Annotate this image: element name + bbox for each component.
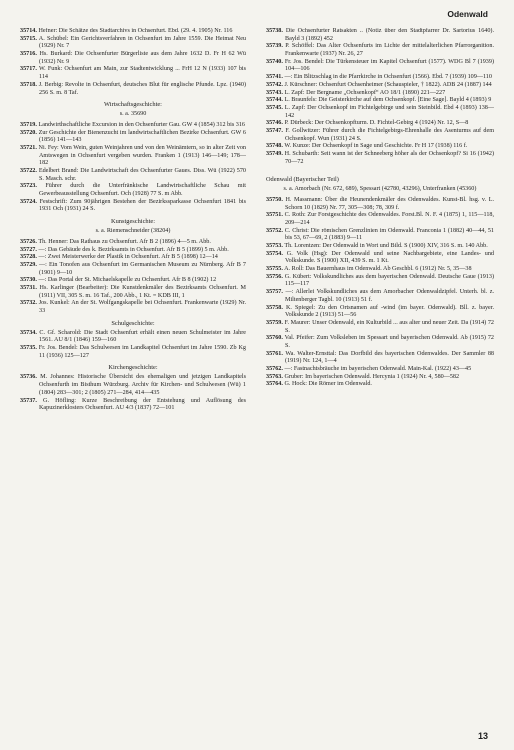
bibliography-entry	[266, 274, 494, 289]
bibliography-entry	[266, 351, 494, 366]
bibliography-entry	[20, 345, 246, 360]
entry-number: 35747.	[266, 127, 283, 134]
entry-text: F. Gollwitzer: Führer durch die Fichtelgebirgs-Ehrenhalle des Asenturms auf dem Ochsenkopf. Wun (1931) 24 S.	[285, 127, 494, 142]
entry-text: —: Zwei Meisterwerke der Plastik in Ochsenfurt. Afr B 5 (1898) 12—14	[38, 254, 218, 261]
region-heading: Odenwald (Bayerischer Teil)	[266, 176, 339, 184]
entry-text: J. Berbig: Revolte in Ochsenfurt, deutsches Blut für englische Pfunde. Lpz. (1940) 256 S. m. 8 Taf.	[38, 81, 246, 96]
bibliography-entry	[20, 145, 246, 168]
entry-number: 35731.	[20, 284, 37, 291]
bibliography-entry	[266, 143, 494, 151]
entry-number: 35716.	[20, 51, 37, 58]
entry-text: L. Zapf: Der Ochsenkopf im Fichtelgebirge und sein Steinbild. Ebd 4 (1893) 138—142	[284, 104, 494, 119]
entry-number: 35741.	[266, 74, 283, 81]
entry-text: C. Christ: Die römischen Grenzlinien im Odenwald. Franconia 1 (1882) 40—44, 51 bis 53, 67—69, 2 (1883) 9—11	[284, 227, 494, 242]
bibliography-entry	[266, 212, 494, 227]
entry-number: 35723.	[20, 183, 37, 190]
section-heading: Kunstgeschichte:	[110, 218, 155, 226]
entry-text: Wa. Walter-Ernsttal: Das Dorfbild des bayerischen Odenwaldes. Der Sammler 88 (1919) Nr. 124, 1—4	[285, 350, 494, 365]
entry-text: —: Allerlei Volkskundliches aus dem Amorbacher Odenwaldzipfel. Unterh. bl. z. Miltenberger Tagbl. 10 (1913) 51 f.	[285, 289, 494, 303]
bibliography-entry	[266, 28, 494, 43]
entry-number: 35745.	[266, 104, 283, 111]
entry-number: 35721.	[20, 144, 37, 151]
section-heading: Schulgeschichte:	[111, 319, 155, 327]
entry-number: 35752.	[266, 227, 283, 234]
entry-text: Val. Pfeifer: Zum Volksleben im Spessart und bayerischen Odenwald. Ab (1915) 72 S.	[284, 335, 494, 349]
bibliography-entry	[266, 197, 494, 212]
see-also-note: s. a. Amorbach (Nr. 672, 689), Spessart (42780, 43296), Unterfranken (45360)	[283, 186, 477, 193]
bibliography-entry	[20, 130, 246, 145]
bibliography-entry	[266, 320, 494, 335]
entry-number: 35730.	[20, 277, 37, 284]
entry-number: 35756.	[266, 273, 283, 280]
entry-text: —: Fastnachtsbräuche im bayerischen Odenwald. Main-Kal. (1922) 43—45	[284, 366, 472, 373]
entry-number: 35729.	[20, 261, 37, 268]
bibliography-entry	[20, 51, 246, 66]
bibliography-entry	[266, 374, 494, 382]
entry-text: —: Ein Blitzschlag in die Pfarrkirche in Ochsenfurt (1566). Ebd. 7 (1939) 109—110	[284, 74, 492, 81]
entry-number: 35742.	[266, 81, 283, 88]
bibliography-entry	[20, 36, 246, 51]
bibliography-entry	[266, 335, 494, 350]
bibliography-entry	[266, 243, 494, 251]
entry-number: 35715.	[20, 35, 37, 42]
entry-number: 35757.	[266, 289, 283, 296]
running-head: Odenwald	[447, 9, 488, 19]
entry-number: 35719.	[20, 121, 37, 128]
entry-text: F. Maurer: Unser Odenwald, ein Kulturbild ... aus alter und neuer Zeit. Da (1914) 72 S.	[284, 319, 494, 334]
bibliography-entry	[266, 97, 494, 105]
entry-text: Hs. Karlinger (Bearbeiter): Die Kunstdenkmäler des Bezirksamts Ochsenfurt. M (1911) VII, 305 S. m. 16 Taf., 200 Abb., 1 Kt. = KDB III, 1	[39, 284, 246, 299]
entry-number: 35749.	[266, 151, 283, 157]
entry-number: 35758.	[266, 304, 283, 311]
entry-text: L. Zapf: Der Bergname „Ochsenkopf“ AO 18/1 (1890) 221—227	[284, 89, 446, 96]
entry-number: 35714.	[20, 28, 37, 34]
entry-text: Hefner: Die Schätze des Stadtarchivs in Ochsenfurt. Ebd. (29. 4. 1905) Nr. 116	[38, 28, 233, 34]
bibliography-entry	[266, 59, 494, 74]
entry-text: Ni. Fey: Vom Wein, guten Weinjahren und von den Weinämtern, so in alter Zeit von Amtswegen in Ochsenfurt vergeben wurden. Franken 1 (1913) 146—149; 178—182	[38, 144, 246, 167]
entry-text: K. Spiegel: Zu den Ortsnamen auf -wind (im bayer. Odenwald). Bll. z. bayer. Volkskunde 2 (1913) 51—56	[285, 304, 494, 319]
page-number: 13	[477, 731, 488, 741]
entry-number: 35754.	[266, 250, 283, 257]
entry-number: 35736.	[20, 374, 37, 381]
bibliography-entry	[20, 168, 246, 183]
see-also-note: s. a. Riemenschneider (38204)	[95, 228, 171, 235]
entry-number: 35727.	[20, 246, 37, 253]
bibliography-entry	[20, 277, 246, 285]
entry-text: G. Kübert: Volkskundliches aus dem bayerischen Odenwald. Deutsche Gaue (1913) 115—117	[284, 273, 494, 288]
entry-text: P. Dürbeck: Der Ochsenkopfturm. D. Fichtel-Gebirg 4 (1924) Nr. 12, S—8	[284, 120, 469, 127]
bibliography-entry	[20, 262, 246, 277]
entry-text: Führer durch die Unterfränkische Landwirtschaftliche Schau mit Gewerbeausstellung Ochsenfurt. Och (1928) 77 S. m Abb.	[39, 183, 246, 198]
left-column	[20, 28, 246, 728]
entry-number: 35726.	[20, 238, 37, 245]
entry-number: 35751.	[266, 212, 283, 219]
entry-text: Landwirthschaftliche Excursion in den Ochsenfurter Gau. GW 4 (1854) 312 bis 316	[38, 121, 246, 128]
entry-text: Die Ochsenfurter Ratsakten .. (Notiz über den Stadtpfarrer Dr. Sartorius 1640). Bayld 3 (1892) 452	[285, 28, 494, 42]
bibliography-entry	[266, 289, 494, 304]
entry-number: 35764.	[266, 381, 283, 388]
bibliography-entry	[20, 66, 246, 81]
entry-number: 35746.	[266, 120, 283, 127]
entry-text: A. Roll: Das Bauernhaus im Odenwald. Ab Geschbl. 6 (1912) Nr. 5, 35—38	[284, 266, 472, 273]
entry-number: 35737.	[20, 397, 37, 404]
bibliography-entry	[266, 228, 494, 243]
bibliography-entry	[266, 82, 494, 90]
entry-number: 35720.	[20, 129, 37, 136]
entry-text: Zur Geschichte der Bienenzucht im landwirtschaftlichen Bezirke Ochsenfurt. GW 6 (1856) 141—143	[38, 129, 246, 144]
entry-text: —: Das Portal der St. Michaelskapelle zu Ochsenfurt. Afr B 8 (1902) 12	[38, 277, 217, 284]
bibliography-entry	[266, 366, 494, 374]
entry-text: H. Massmann: Über die Heunendenkmäler des Odenwaldes. Kunst-Bl. hsg. v. L. Schorn 10 (1829) Nr. 77, 305—308; 78, 309 f.	[285, 196, 494, 211]
entry-text: H. Schubarth: Seit wann ist der Schneeberg höher als der Ochsenkopf? Si 16 (1942) 70—72	[284, 151, 494, 165]
entry-text: C. Gf. Scharold: Die Stadt Ochsenfurt erhält einen neuen Schulmeister im Jahre 1561. AU 8/1 (1846) 159—160	[39, 329, 246, 344]
entry-number: 35759.	[266, 319, 283, 326]
entry-text: Th. Lorentzen: Der Odenwald in Wort und Bild. S (1900) XIV, 316 S. m. 140 Abb.	[284, 243, 488, 250]
bibliography-entry	[266, 266, 494, 274]
entry-number: 35739.	[266, 43, 283, 50]
bibliography-entry	[266, 251, 494, 266]
entry-text: M. Johannes: Historische Übersicht des ehemaligen und jetzigen Landkapitels Ochsenfurth im Bisthum Würzburg. Archiv für Kirchen- und Schulwesen (Wü) 1 (1804) 283—301; 2 (1805) 271—284, 414—435	[39, 374, 246, 396]
right-column	[266, 28, 494, 728]
entry-number: 35743.	[266, 89, 283, 96]
bibliography-entry	[266, 43, 494, 58]
entry-text: A. Schübel: Ein Gerichtsverfahren in Ochsenfurt im Jahre 1559. Die Heimat Neu (1929) Nr. 7	[38, 35, 246, 50]
entry-text: L. Braunfels: Die Geisterkirche auf dem Ochsenkopf. [Eine Sage]. Bayld 4 (1893) 9	[284, 97, 492, 104]
bibliography-entry	[266, 105, 494, 120]
bibliography-entry	[20, 199, 246, 214]
entry-number: 35735.	[20, 345, 37, 352]
entry-number: 35744.	[266, 97, 283, 104]
bibliography-entry	[20, 300, 246, 315]
entry-number: 35748.	[266, 143, 283, 150]
entry-text: Fr. Jos. Bendel: Die Türkensteuer im Kapitel Ochsenfurt (1577). WDG Bl 7 (1939) 104—106	[284, 58, 494, 73]
entry-text: P. Schöffel: Das Alter Ochsenfurts im Lichte der mittelalterlichen Pfarrorganition. Frankenwarte (1937) Nr. 26, 27	[285, 43, 494, 58]
bibliography-entry	[20, 254, 246, 262]
entry-number: 35738.	[266, 28, 283, 34]
bibliography-entry	[266, 120, 494, 128]
bibliography-entry	[266, 381, 494, 389]
entry-number: 35761.	[266, 350, 283, 357]
entry-text: G. Volk (Hsg): Der Odenwald und seine Nachbargebiete, eine Landes- und Volkskunde. S (1900) XII, 439 S. m. 1 Kt.	[285, 250, 494, 265]
bibliography-entry	[20, 82, 246, 97]
entry-text: G. Höfling: Kurze Beschreibung der Entstehung und Auflösung des Kapuzinerklosters Ochsenfurt. AU 4/3 (1837) 72—101	[39, 397, 246, 412]
entry-text: Th. Henner: Das Rathaus zu Ochsenfurt. Afr B 2 (1896) 4—5 m. Abb.	[38, 238, 211, 245]
bibliography-entry	[20, 28, 246, 36]
entry-number: 35740.	[266, 58, 283, 65]
spacer	[266, 166, 494, 170]
entry-text: Festschrift: Zum 90jährigen Bestehen der Bezirkssparkasse Ochsenfurt 1841 bis 1931 Och (1931) 24 S.	[39, 198, 246, 213]
bibliography-entry	[20, 285, 246, 300]
section-heading: Kirchengeschichte:	[108, 364, 158, 372]
bibliography-entry	[266, 128, 494, 143]
entry-number: 35750.	[266, 196, 283, 203]
entry-text: —: Ein Tonofen aus Ochsenfurt im Germanischen Museum zu Nürnberg. Afr B 7 (1901) 9—10	[39, 261, 246, 276]
entry-number: 35728.	[20, 254, 37, 261]
entry-number: 35732.	[20, 300, 37, 307]
bibliography-entry	[20, 122, 246, 130]
entry-text: J. Kürschner: Ochsenfurt Ochsenheimer (Schauspieler, † 1822). ADB 24 (1887) 144	[284, 81, 492, 88]
bibliography-entry	[266, 305, 494, 320]
entry-number: 35722.	[20, 168, 37, 174]
entry-number: 35760.	[266, 335, 283, 342]
bibliography-entry	[266, 74, 494, 82]
entry-text: Jos. Kunkel: An der St. Wolfgangskapelle bei Ochsenfurt. Frankenwarte (1929) Nr. 33	[38, 300, 246, 314]
entry-number: 35762.	[266, 366, 283, 373]
entry-text: C. Roth: Zur Forstgeschichte des Odenwaldes. Forst.Bl. N. F. 4 (1875) 1, 115—118, 209—214	[284, 212, 494, 226]
entry-number: 35734.	[20, 329, 37, 336]
entry-number: 35755.	[266, 266, 283, 273]
see-also-note: s. a. 35690	[119, 111, 147, 118]
bibliography-entry	[20, 374, 246, 397]
entry-text: Fr. Jos. Bendel: Das Schulwesen im Landkapitel Ochsenfurt im Jahre 1590. Zb Kg 11 (1936) 125—127	[38, 345, 246, 359]
entry-text: W. Kunze: Der Ochsenkopf in Sage und Geschichte. Fr H 17 (1938) 116 f.	[284, 143, 468, 150]
entry-number: 35718.	[20, 81, 37, 88]
bibliography-entry	[20, 330, 246, 345]
entry-text: Hs. Burkard: Die Ochsenfurter Bürgerliste aus dem Jahre 1632 D. Fr H 62 Wü (1932) Nr. 9	[39, 51, 246, 65]
entry-text: W. Funk: Ochsenfurt am Main, zur Stadtentwicklung ... FrH 12 N (1933) 107 bis 114	[38, 66, 246, 81]
bibliography-entry	[266, 151, 494, 166]
entry-text: Gruber: Im bayerischen Odenwald. Hercynia 1 (1924) Nr. 4, 580—582	[284, 373, 460, 380]
entry-number: 35717.	[20, 66, 37, 73]
section-heading: Wirtschaftsgeschichte:	[104, 101, 162, 109]
entry-text: —: Das Gebäude des k. Bezirksamts in Ochsenfurt. Afr B 5 (1899) 5 m. Abb.	[38, 246, 229, 253]
entry-number: 35724.	[20, 198, 37, 205]
bibliography-entry	[20, 398, 246, 413]
entry-number: 35753.	[266, 243, 283, 250]
entry-number: 35763.	[266, 373, 283, 380]
bibliography-entry	[20, 183, 246, 198]
entry-text: Edelbert Brand: Die Landwirtschaft des Ochsenfurter Gaues. Diss. Wü (1922) 570 S. Masch. schr.	[38, 168, 246, 182]
entry-text: G. Hock: Die Römer im Odenwald.	[284, 381, 372, 388]
bibliography-entry	[20, 239, 246, 247]
